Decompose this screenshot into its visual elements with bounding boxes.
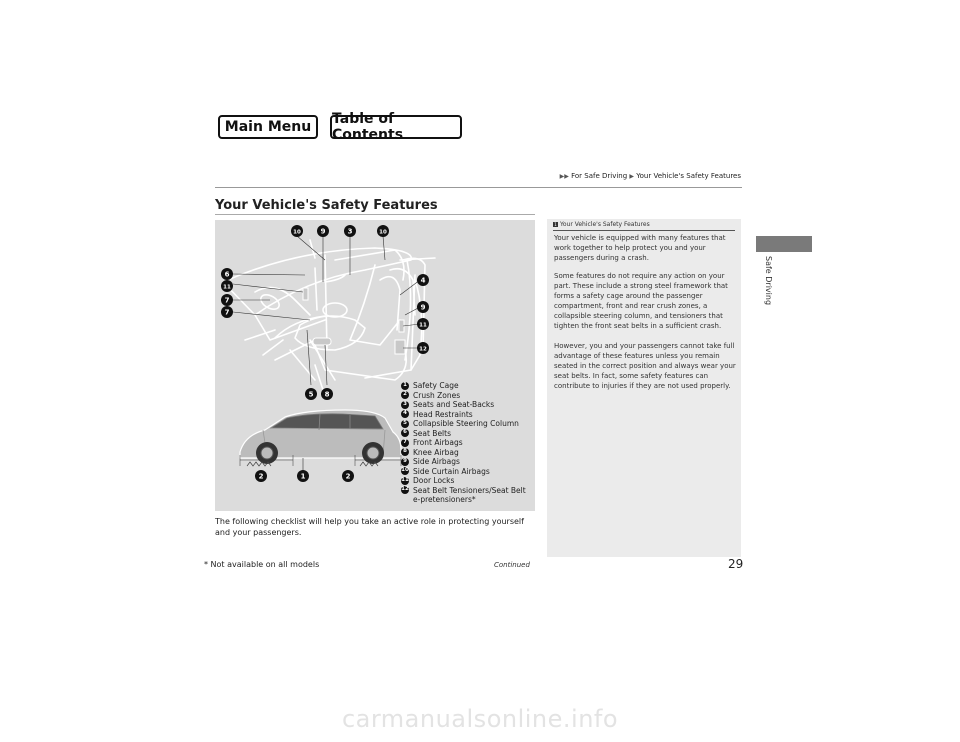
legend-label: Knee Airbag [413,447,459,457]
callout-number: 8 [324,390,330,399]
footnote: * Not available on all models [204,560,320,569]
legend-item [401,391,531,401]
callout-marker [377,225,389,237]
legend-number: 7 [401,439,409,447]
safety-features-illustration [215,220,535,511]
breadcrumb-link[interactable]: For Safe Driving [571,172,628,180]
legend-item [401,438,531,448]
continued-label: Continued [494,561,530,569]
legend-number: 10 [401,467,409,474]
callout-marker [342,470,354,482]
note-icon: 1 [554,222,557,227]
callout-number: 9 [420,303,426,312]
legend-label: Safety Cage [413,381,459,390]
callout-marker [305,388,317,400]
callout-marker [255,470,267,482]
sidebar-title-text: Your Vehicle's Safety Features [560,221,650,228]
legend-number: 8 [401,448,409,456]
sidebar-paragraph: Your vehicle is equipped with many features that work together to help protect you and your passengers during a crash. [554,234,726,262]
legend-item [401,476,531,486]
section-tab [756,236,812,252]
legend-number: 5 [401,420,409,428]
table-of-contents-button[interactable]: Table of Contents [330,115,462,139]
legend-label: Collapsible Steering Column [413,419,519,428]
legend-item [401,467,531,477]
legend-label: Side Curtain Airbags [413,466,490,476]
header-divider [215,187,742,188]
callout-number: 7 [224,296,230,305]
breadcrumb-arrow-icon: ▶▶ [559,173,569,180]
legend-number: 9 [401,458,409,466]
legend-item [401,381,531,391]
page-title: Your Vehicle's Safety Features [215,198,438,213]
legend-item [401,400,531,410]
section-tab-label: Safe Driving [764,256,773,306]
legend-label: Door Locks [413,476,455,485]
legend-item [401,486,531,496]
callout-number: 2 [258,472,264,481]
breadcrumb [560,172,741,180]
callout-number: 9 [320,227,326,236]
callout-marker [291,225,303,237]
legend-number: 12 [401,486,409,493]
legend-label: Crush Zones [413,390,461,400]
breadcrumb-arrow-icon: ▶ [629,173,635,180]
legend-item [401,429,531,439]
callout-marker [221,294,233,306]
callout-number: 11 [223,284,231,291]
callout-number: 10 [379,229,387,236]
callout-number: 10 [293,229,301,236]
legend-number: 11 [401,476,409,483]
legend-number: 3 [401,401,409,409]
callout-marker [321,388,333,400]
legend-label: Front Airbags [413,438,463,447]
callout-marker [221,280,233,292]
legend-number: 4 [401,410,409,418]
legend-label: Seat Belts [413,428,451,438]
callout-number: 5 [308,390,314,399]
sidebar-title [553,221,650,228]
callout-marker [317,225,329,237]
legend-label: Seats and Seat-Backs [413,400,495,409]
callout-marker [417,301,429,313]
legend-label: Seat Belt Tensioners/Seat Belt [413,485,526,495]
sidebar-paragraph: However, you and your passengers cannot take full advantage of these features unless you remain seated in the correct position and always wear your seat belts. In fact, some safety features can contribute to injuries if they are not used properly. [554,342,736,390]
legend-number: 2 [401,391,409,399]
legend-number: 1 [401,382,409,390]
callout-number: 12 [419,346,427,353]
legend-label: Side Airbags [413,457,460,466]
callout-number: 11 [419,322,427,329]
watermark: carmanualsonline.info [341,705,619,733]
callout-marker [417,342,429,354]
legend-item [401,410,531,420]
callout-marker [417,318,429,330]
callout-marker [297,470,309,482]
callout-marker [221,306,233,318]
callout-marker [221,268,233,280]
callout-marker [417,274,429,286]
breadcrumb-current: Your Vehicle's Safety Features [636,172,741,180]
legend-item [401,419,531,429]
callout-number: 2 [345,472,351,481]
legend-item [401,448,531,458]
sidebar-divider [553,230,735,231]
title-divider [215,214,535,215]
info-sidebar [547,219,741,557]
page-number: 29 [728,557,744,571]
callout-number: 7 [224,308,230,317]
legend-label-continuation: e-pretensioners* [413,495,476,504]
sidebar-paragraph: Some features do not require any action on your part. These include a strong steel framework that forms a safety cage around the passenger compartment, front and rear crush zones, a collapsible steering column, and tensioners that tighten the front seat belts in a sufficient crash. [554,272,728,330]
callout-number: 3 [347,227,353,236]
callout-number: 1 [300,472,306,481]
legend-number: 6 [401,429,409,437]
callout-marker [344,225,356,237]
callout-number: 4 [420,276,426,285]
legend [401,381,531,505]
callout-number: 6 [224,270,230,279]
legend-item [401,457,531,467]
intro-paragraph: The following checklist will help you take an active role in protecting yourself and your passengers. [215,517,524,537]
legend-label: Head Restraints [413,409,473,419]
main-menu-button[interactable]: Main Menu [218,115,318,139]
